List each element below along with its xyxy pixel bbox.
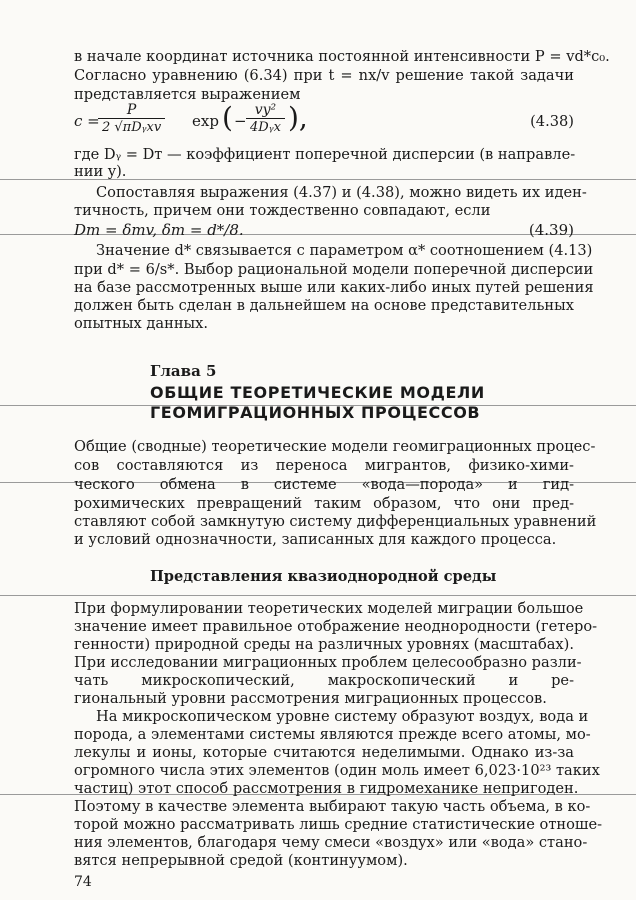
divider bbox=[0, 595, 636, 596]
text-line: На микроскопическом уровне систему образуют воздух, вода и bbox=[96, 708, 589, 725]
text-line: вятся непрерывной средой (континуумом). bbox=[74, 852, 408, 869]
text-line: Поэтому в качестве элемента выбирают такую часть объема, в ко- bbox=[74, 798, 591, 815]
text-line: тичность, причем они тождественно совпадают, если bbox=[74, 202, 491, 219]
eq-denominator: 2 √πDᵧxv bbox=[102, 120, 162, 135]
text-line: на базе рассмотренных выше или каких-либо иных путей решения bbox=[74, 279, 594, 296]
text-line: Значение d* связывается с параметром α* соотношением (4.13) bbox=[96, 242, 593, 259]
page-number: 74 bbox=[74, 874, 92, 890]
section-heading: Представления квазиоднородной среды bbox=[150, 568, 497, 585]
eq-paren-right: ), bbox=[288, 101, 308, 134]
equation-4-38 bbox=[74, 100, 574, 144]
eq-exp: exp bbox=[192, 112, 219, 130]
chapter-label: Глава 5 bbox=[150, 362, 217, 380]
text-line: Сопоставляя выражения (4.37) и (4.38), можно видеть их иден- bbox=[96, 184, 587, 201]
text-line: при d* = 6/s*. Выбор рациональной модели поперечной дисперсии bbox=[74, 261, 594, 278]
text-line: порода, а элементами системы являются прежде всего атомы, мо- bbox=[74, 726, 591, 743]
text-line: генности) природной среды на различных уровнях (масштабах). bbox=[74, 636, 574, 653]
text-line: При формулировании теоретических моделей миграции большое bbox=[74, 600, 584, 617]
text-line: опытных данных. bbox=[74, 315, 209, 332]
eq-439-body: Dт = δтv, δт = d*/8. bbox=[74, 221, 244, 239]
text-line: лекулы и ионы, которые считаются неделимыми. Однако из-за bbox=[74, 744, 574, 761]
text-line: должен быть сделан в дальнейшем на основе представительных bbox=[74, 297, 574, 314]
text-line: нии y). bbox=[74, 163, 127, 180]
text-line: в начале координат источника постоянной интенсивности P = vd*c₀. bbox=[74, 48, 610, 65]
text-line: гиональный уровни рассмотрения миграционных процессов. bbox=[74, 690, 547, 707]
text-line: Общие (сводные) теоретические модели геомиграционных процес- bbox=[74, 438, 596, 455]
equation-number: (4.39) bbox=[528, 221, 574, 239]
text-line: значение имеет правильное отображение неоднородности (гетеро- bbox=[74, 618, 598, 635]
text-line: и условий однозначности, записанных для каждого процесса. bbox=[74, 531, 557, 548]
text-line: огромного числа этих элементов (один моль имеет 6,023·10²³ таких bbox=[74, 762, 600, 779]
text-line: ния элементов, благодаря чему смеси «воздух» или «вода» стано- bbox=[74, 834, 588, 851]
text-line: рохимических превращений таким образом, что они пред- bbox=[74, 495, 574, 512]
text-line: где Dᵧ = Dт — коэффициент поперечной дисперсии (в направле- bbox=[74, 146, 576, 163]
text-line: представляется выражением bbox=[74, 86, 301, 103]
text-line: Согласно уравнению (6.34) при t = nx/v решение такой задачи bbox=[74, 67, 574, 84]
eq-fraction bbox=[98, 102, 165, 135]
chapter-title-line-1: ОБЩИЕ ТЕОРЕТИЧЕСКИЕ МОДЕЛИ bbox=[150, 383, 485, 402]
chapter-title-line-2: ГЕОМИГРАЦИОННЫХ ПРОЦЕССОВ bbox=[150, 403, 481, 422]
eq-numerator: P bbox=[126, 102, 137, 118]
text-line: частиц) этот способ рассмотрения в гидромеханике непригоден. bbox=[74, 780, 579, 797]
equation-4-39 bbox=[74, 222, 574, 239]
text-line: торой можно рассматривать лишь средние статистические отноше- bbox=[74, 816, 603, 833]
eq-minus: − bbox=[234, 112, 247, 130]
text-line: ставляют собой замкнутую систему дифференциальных уравнений bbox=[74, 513, 597, 530]
eq-paren-left: ( bbox=[222, 101, 233, 134]
eq-lhs: c = bbox=[74, 112, 100, 130]
text-line: сов составляются из переноса мигрантов, физико-хими- bbox=[74, 457, 574, 474]
eq-inner-denominator: 4Dᵧx bbox=[250, 120, 281, 135]
equation-number: (4.38) bbox=[530, 113, 574, 130]
text-line: При исследовании миграционных проблем целесообразно разли- bbox=[74, 654, 582, 671]
eq-inner-fraction bbox=[246, 102, 285, 135]
text-line: чать микроскопический, макроскопический и ре- bbox=[74, 672, 574, 689]
eq-inner-numerator: vy² bbox=[254, 102, 277, 118]
text-line: ческого обмена в системе «вода—порода» и гид- bbox=[74, 476, 574, 493]
